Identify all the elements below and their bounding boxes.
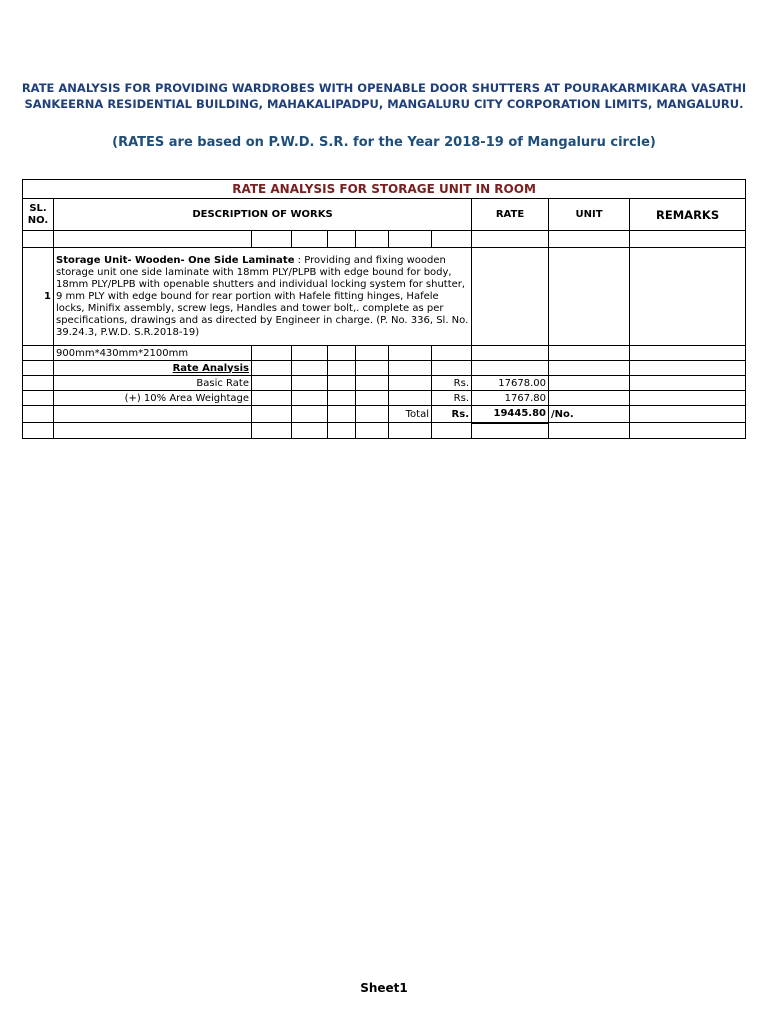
item-description-text: : Providing and fixing wooden storage unit one side laminate with 18mm PLY/PLPB with edge bound for body, 18mm PLY/PLPB with openable shutters and individual locking system for shutter, 9 mm PLY with edge bound for rear portion with Hafele fitting hinges, Hafele locks, Minifix assembly, screw legs, Handles and tower bolt,. complete as per specifications, drawings and as directed by Engineer in charge. (P. No. 336, Sl. No. 39.24.3, P.W.D. S.R.2018-19) bbox=[56, 255, 469, 338]
document-heading bbox=[20, 80, 748, 112]
header-sl-no: SL. NO. bbox=[23, 199, 54, 231]
header-description: DESCRIPTION OF WORKS bbox=[54, 199, 472, 231]
item-title: Storage Unit- Wooden- One Side Laminate bbox=[56, 255, 295, 266]
basic-rate-row bbox=[23, 376, 746, 391]
table-header-row bbox=[23, 199, 746, 231]
item-row bbox=[23, 248, 746, 346]
basic-rate-value: 17678.00 bbox=[472, 376, 549, 391]
rate-analysis-label: Rate Analysis bbox=[54, 361, 252, 376]
header-unit: UNIT bbox=[549, 199, 630, 231]
heading-line-1: RATE ANALYSIS FOR PROVIDING WARDROBES WITH OPENABLE DOOR SHUTTERS AT POURAKARMIKARA VASATHI bbox=[21, 81, 747, 95]
table-title-row bbox=[23, 180, 746, 199]
weightage-row bbox=[23, 391, 746, 406]
rates-basis-note: (RATES are based on P.W.D. S.R. for the Year 2018-19 of Mangaluru circle) bbox=[112, 135, 656, 150]
spacer-row bbox=[23, 231, 746, 248]
weightage-label: (+) 10% Area Weightage bbox=[54, 391, 252, 406]
total-label: Total bbox=[389, 406, 432, 423]
blank-row bbox=[23, 423, 746, 439]
item-sl-no: 1 bbox=[23, 248, 54, 346]
total-currency: Rs. bbox=[432, 406, 472, 423]
weightage-value: 1767.80 bbox=[472, 391, 549, 406]
sheet-tab-label: Sheet1 bbox=[360, 981, 408, 995]
header-rate: RATE bbox=[472, 199, 549, 231]
rate-analysis-table bbox=[22, 179, 746, 439]
table-title: RATE ANALYSIS FOR STORAGE UNIT IN ROOM bbox=[23, 180, 746, 199]
weightage-currency: Rs. bbox=[432, 391, 472, 406]
basic-rate-currency: Rs. bbox=[432, 376, 472, 391]
rate-analysis-label-row bbox=[23, 361, 746, 376]
header-remarks: REMARKS bbox=[630, 199, 746, 231]
heading-line-2: SANKEERNA RESIDENTIAL BUILDING, MAHAKALIPADPU, MANGALURU CITY CORPORATION LIMITS, MANGALURU. bbox=[24, 97, 744, 111]
item-description bbox=[54, 248, 472, 346]
item-size-row bbox=[23, 346, 746, 361]
basic-rate-label: Basic Rate bbox=[54, 376, 252, 391]
total-row bbox=[23, 406, 746, 423]
total-value: 19445.80 bbox=[472, 406, 549, 423]
total-unit: /No. bbox=[549, 406, 630, 423]
item-size: 900mm*430mm*2100mm bbox=[54, 346, 252, 361]
